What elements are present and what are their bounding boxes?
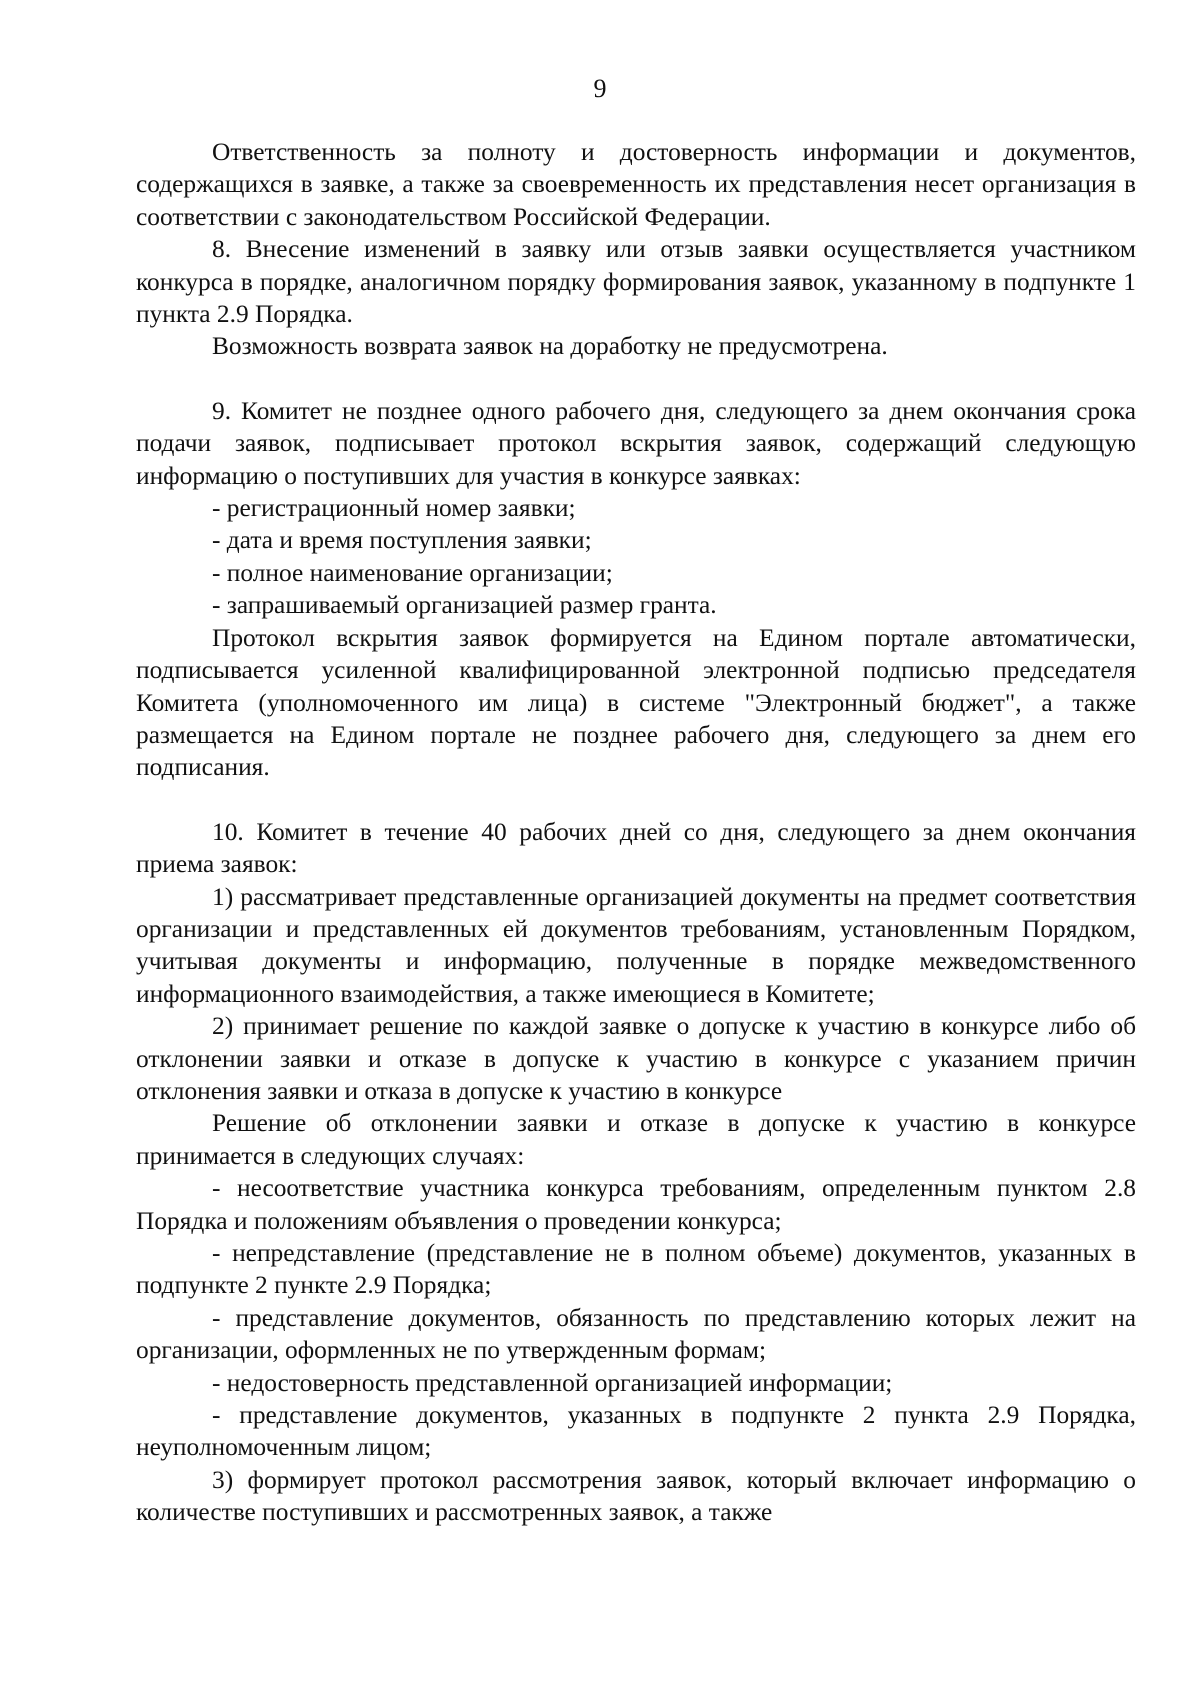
- paragraph-item-9: 9. Комитет не позднее одного рабочего дня, следующего за днем окончания срока подачи заявок, подписывает протокол вскрытия заявок, содержащий следующую информацию о поступивших для участия в конкурсе заявках:: [136, 396, 1136, 490]
- paragraph-item-10: 10. Комитет в течение 40 рабочих дней со дня, следующего за днем окончания приема заявок:: [136, 817, 1136, 879]
- list-item-date-time: - дата и время поступления заявки;: [212, 526, 592, 555]
- paragraph-subitem-3: 3) формирует протокол рассмотрения заявок, который включает информацию о количестве поступивших и рассмотренных заявок, а также: [136, 1465, 1136, 1527]
- list-item-wrong-forms: - представление документов, обязанность по представлению которых лежит на организации, оформленных не по утвержденным формам;: [136, 1303, 1136, 1365]
- list-item-unreliable-info: - недостоверность представленной организацией информации;: [212, 1368, 893, 1397]
- paragraph-opening-protocol: Протокол вскрытия заявок формируется на Едином портале автоматически, подписывается усиленной квалифицированной электронной подписью председателя Комитета (уполномоченного им лица) в системе "Электронный бюджет", а также размещается на Едином портале не позднее рабочего дня, следующего за днем его подписания.: [136, 623, 1136, 782]
- list-item-nonsubmission: - непредставление (представление не в полном объеме) документов, указанных в подпункте 2 пункте 2.9 Порядка;: [136, 1239, 1136, 1300]
- paragraph-subitem-1: 1) рассматривает представленные организацией документы на предмет соответствия организации и представленных ей документов требованиям, установленным Порядком, учитывая документы и информацию, полученные в порядке межведомственного информационного взаимодействия, а также имеющиеся в Комитете;: [136, 882, 1136, 1008]
- paragraph-item-8: 8. Внесение изменений в заявку или отзыв заявки осуществляется участником конкурса в порядке, аналогичном порядку формирования заявок, указанному в подпункте 1 пункта 2.9 Порядка.: [136, 235, 1136, 329]
- paragraph-no-return: Возможность возврата заявок на доработку не предусмотрена.: [212, 332, 888, 361]
- list-item-grant-size: - запрашиваемый организацией размер гранта.: [212, 591, 717, 620]
- paragraph-responsibility: Ответственность за полноту и достоверность информации и документов, содержащихся в заявке, а также за своевременность их представления несет организация в соответствии с законодательством Российской Федерации.: [136, 138, 1136, 231]
- paragraph-subitem-2: 2) принимает решение по каждой заявке о допуске к участию в конкурсе либо об отклонении заявки и отказе в допуске к участию в конкурсе с указанием причин отклонения заявки и отказа в допуске к участию в конкурсе: [136, 1012, 1136, 1105]
- list-item-noncompliance: - несоответствие участника конкурса требованиям, определенным пунктом 2.8 Порядка и положениям объявления о проведении конкурса;: [136, 1174, 1136, 1235]
- list-item-organization-name: - полное наименование организации;: [212, 558, 613, 587]
- paragraph-rejection-decision: Решение об отклонении заявки и отказе в допуске к участию в конкурсе принимается в следующих случаях:: [136, 1109, 1136, 1170]
- list-item-unauthorized-person: - представление документов, указанных в подпункте 2 пункта 2.9 Порядка, неуполномоченным лицом;: [136, 1401, 1136, 1462]
- page-number: 9: [593, 74, 607, 103]
- list-item-registration-number: - регистрационный номер заявки;: [212, 494, 576, 523]
- document-body: [136, 136, 1136, 1529]
